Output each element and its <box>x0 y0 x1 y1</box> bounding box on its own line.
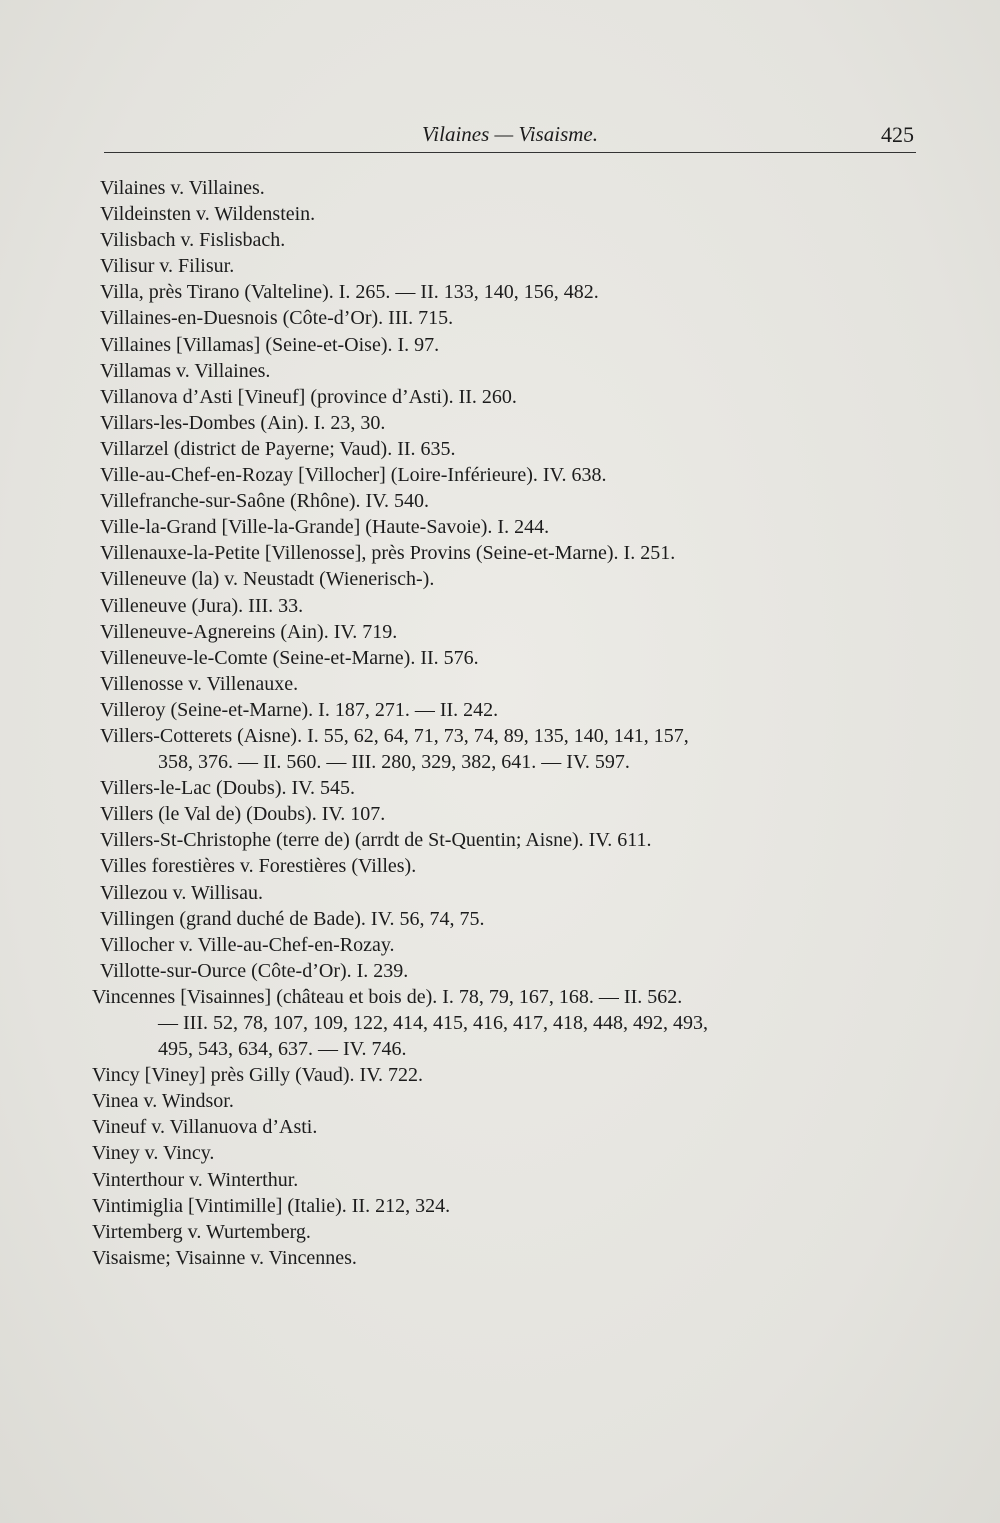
index-entry: Villarzel (district de Payerne; Vaud). II. 635. <box>100 437 456 460</box>
index-entry-continuation: 358, 376. — II. 560. — III. 280, 329, 382, 641. — IV. 597. <box>158 751 630 774</box>
index-entry: Villeroy (Seine-et-Marne). I. 187, 271. — II. 242. <box>100 698 499 721</box>
index-entry: Vincennes [Visainnes] (château et bois de). I. 78, 79, 167, 168. — II. 562. <box>92 985 683 1008</box>
running-title: Vilaines — Visaisme. <box>422 122 598 146</box>
index-entry-continuation: — III. 52, 78, 107, 109, 122, 414, 415, 416, 417, 418, 448, 492, 493, <box>158 1012 708 1034</box>
index-entry: Villotte-sur-Ource (Côte-d’Or). I. 239. <box>100 959 409 982</box>
index-entry: Villeneuve-Agnereins (Ain). IV. 719. <box>100 620 398 643</box>
index-entry: Villeneuve (la) v. Neustadt (Wienerisch-). <box>100 568 435 591</box>
index-entry: Vilaines v. Villaines. <box>100 177 265 199</box>
index-entry: Villenosse v. Villenauxe. <box>100 672 299 695</box>
index-entry: Villamas v. Villaines. <box>100 359 271 382</box>
index-entry: Villa, près Tirano (Valteline). I. 265. — II. 133, 140, 156, 482. <box>100 281 599 304</box>
index-entry: Villingen (grand duché de Bade). IV. 56, 74, 75. <box>100 907 485 930</box>
index-entry: Ville-la-Grand [Ville-la-Grande] (Haute-Savoie). I. 244. <box>100 516 550 539</box>
index-entry: Villeneuve-le-Comte (Seine-et-Marne). II. 576. <box>100 646 479 669</box>
index-entry: Vilisur v. Filisur. <box>100 255 235 278</box>
index-entry: Vilisbach v. Fislisbach. <box>100 229 286 252</box>
index-entry: Villezou v. Willisau. <box>100 881 263 904</box>
index-entry: Vineuf v. Villanuova d’Asti. <box>92 1116 318 1139</box>
index-entry: Viney v. Vincy. <box>92 1142 215 1165</box>
index-entry: Ville-au-Chef-en-Rozay [Villocher] (Loire-Inférieure). IV. 638. <box>100 464 607 487</box>
index-entry: Villers-le-Lac (Doubs). IV. 545. <box>100 777 356 800</box>
index-entry: Villes forestières v. Forestières (Villes). <box>100 855 417 878</box>
index-entry: Villefranche-sur-Saône (Rhône). IV. 540. <box>100 490 430 513</box>
index-entry-continuation: 495, 543, 634, 637. — IV. 746. <box>158 1038 407 1061</box>
index-entry: Villers-St-Christophe (terre de) (arrdt de St-Quentin; Aisne). IV. 611. <box>100 829 652 852</box>
index-entry: Vintimiglia [Vintimille] (Italie). II. 212, 324. <box>92 1194 451 1217</box>
index-entry: Villenauxe-la-Petite [Villenosse], près Provins (Seine-et-Marne). I. 251. <box>100 542 676 565</box>
index-entry: Vincy [Viney] près Gilly (Vaud). IV. 722. <box>92 1064 424 1087</box>
page-number: 425 <box>881 122 914 147</box>
index-entry: Villars-les-Dombes (Ain). I. 23, 30. <box>100 411 386 434</box>
index-entry: Visaisme; Visainne v. Vincennes. <box>92 1246 357 1269</box>
index-entry: Virtemberg v. Wurtemberg. <box>92 1220 311 1243</box>
index-entry: Villers-Cotterets (Aisne). I. 55, 62, 64, 71, 73, 74, 89, 135, 140, 141, 157, <box>100 724 689 747</box>
running-header <box>104 118 916 153</box>
index-entry: Vildeinsten v. Wildenstein. <box>100 203 316 226</box>
index-entry: Villaines-en-Duesnois (Côte-d’Or). III. 715. <box>100 307 454 330</box>
index-entries <box>92 175 922 1271</box>
index-entry: Villocher v. Ville-au-Chef-en-Rozay. <box>100 933 395 956</box>
index-entry: Vinea v. Windsor. <box>92 1090 234 1113</box>
index-entry: Villaines [Villamas] (Seine-et-Oise). I. 97. <box>100 333 440 356</box>
index-entry: Villanova d’Asti [Vineuf] (province d’Asti). II. 260. <box>100 385 517 408</box>
index-entry: Villeneuve (Jura). III. 33. <box>100 594 304 617</box>
index-entry: Villers (le Val de) (Doubs). IV. 107. <box>100 803 386 826</box>
index-entry: Vinterthour v. Winterthur. <box>92 1168 299 1191</box>
